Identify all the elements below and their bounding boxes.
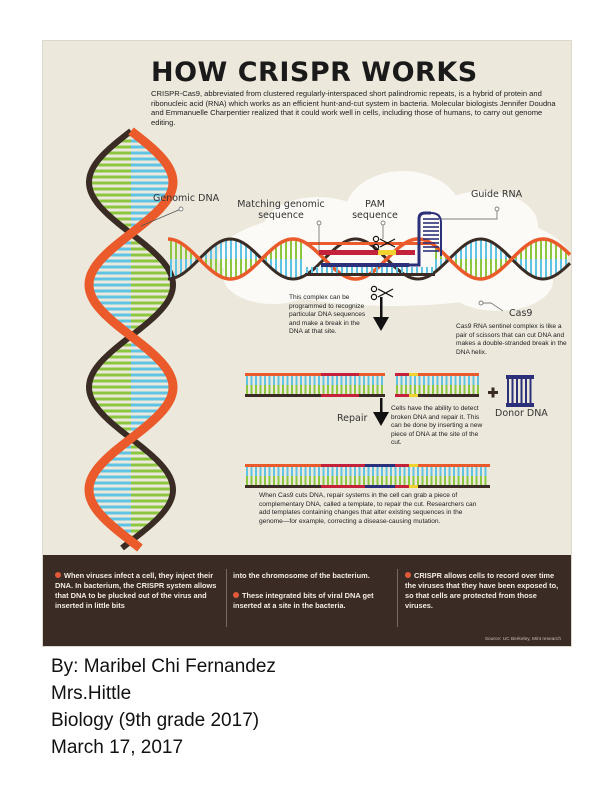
band-column-3: [405, 571, 565, 611]
date-line: March 17, 2017: [51, 737, 184, 758]
band-text-2a: into the chromosome of the bacterium.: [233, 571, 370, 580]
label-pam-sequence: [349, 199, 401, 221]
label-repair: Repair: [337, 413, 368, 424]
label-donor-dna: Donor DNA: [495, 408, 548, 419]
band-divider: [226, 569, 227, 627]
label-matching-sequence: [231, 199, 331, 221]
label-pam-line1: PAM: [365, 199, 385, 210]
band-column-1: [55, 571, 219, 611]
course-line: Biology (9th grade 2017): [51, 710, 260, 731]
label-matching-line1: Matching genomic: [237, 199, 325, 210]
source-credit: Source: UC Berkeley, Mint research: [484, 637, 561, 642]
note-repair: Cells have the ability to detect broken DNA and repair it. This can be done by inserting a new piece of DNA at the site of the cut.: [391, 405, 483, 447]
poster-title: HOW CRISPR WORKS: [151, 57, 478, 88]
note-complex: This complex can be programmed to recognize particular DNA sequences and make a break in the DNA at that site.: [289, 294, 366, 336]
guide-rna-hairpin: [423, 219, 439, 251]
band-text-2b: These integrated bits of viral DNA get inserted at a site in the bacteria.: [233, 591, 374, 610]
band-text-1: When viruses infect a cell, they inject their DNA. In bacterium, the CRISPR system allows that DNA to be plucked out of the virus and inserted in little bits: [55, 571, 217, 610]
label-genomic-dna: Genomic DNA: [153, 193, 220, 204]
note-cas9: Cas9 RNA sentinel complex is like a pair of scissors that can cut DNA and makes a double-stranded break in the DNA helix.: [456, 323, 567, 356]
label-matching-line2: sequence: [258, 210, 304, 221]
author-line: By: Maribel Chi Fernandez: [51, 656, 276, 677]
band-column-2: [233, 571, 393, 611]
bullet-icon: [55, 572, 61, 578]
down-arrow-icon: [373, 297, 389, 426]
label-guide-rna: Guide RNA: [471, 189, 523, 200]
band-text-3: CRISPR allows cells to record over time the viruses that they have been exposed to, so that cells are protected from those viruses.: [405, 571, 559, 610]
donor-dna-icon: [488, 375, 534, 407]
bullet-icon: [233, 592, 239, 598]
note-template: When Cas9 cuts DNA, repair systems in the cell can grab a piece of complementary DNA, called a template, to repair the cut. Researchers can add templates containing changes that alter existing sequences in the genome—for example, correcting a disease-causing mutation.: [259, 492, 477, 525]
bullet-icon: [405, 572, 411, 578]
label-pam-line2: sequence: [352, 210, 398, 221]
label-cas9: Cas9: [509, 308, 533, 319]
crispr-infographic: [42, 40, 572, 647]
teacher-line: Mrs.Hittle: [51, 683, 132, 704]
bottom-info-band: [43, 555, 572, 647]
intro-paragraph: CRISPR-Cas9, abbreviated from clustered regularly-interspaced short palindromic repeats, is a hybrid of protein and ribonucleic acid (RNA) which works as an efficient hunt-and-cut system in bacteria. Molecular biologists Jennifer Doudna and Emmanuelle Charpentier realized that it could work well in cells, including those of humans, to carry out genome editing.: [151, 89, 556, 127]
band-divider: [397, 569, 398, 627]
